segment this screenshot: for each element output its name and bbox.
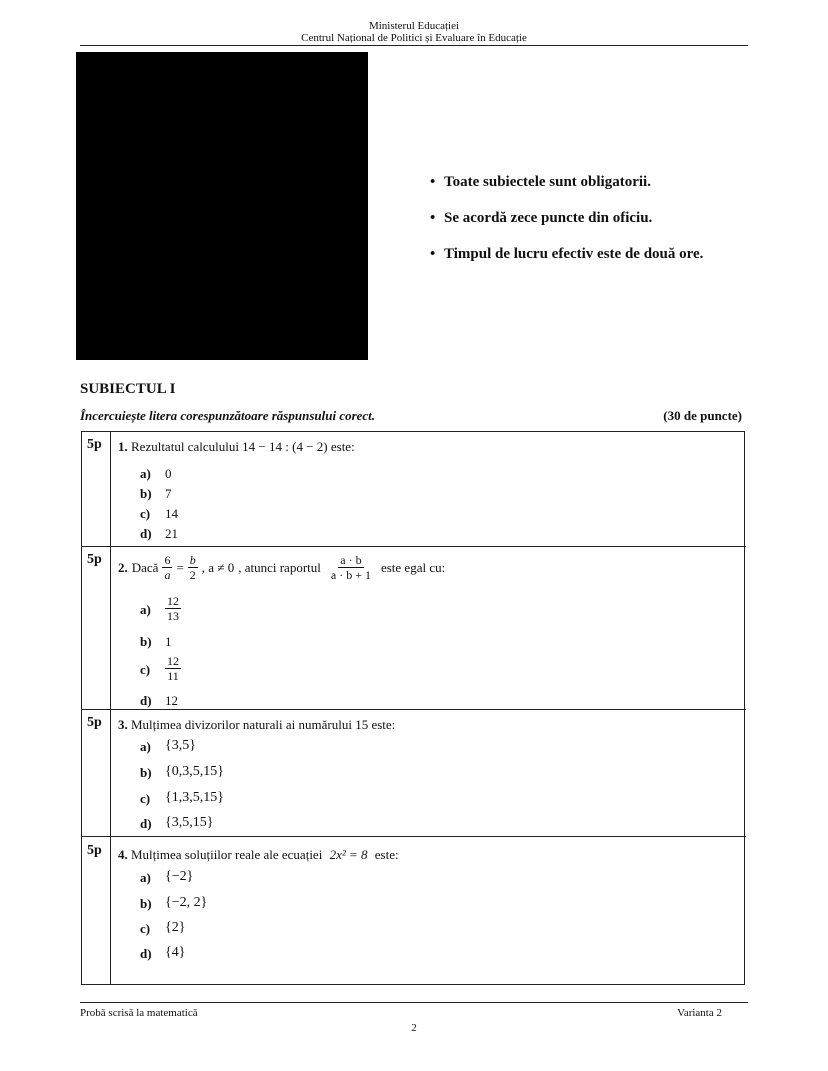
question-points: 5p <box>87 437 102 452</box>
option-value: {2} <box>165 920 186 935</box>
fraction: $\frac{a \cdot b}{a \cdot b + 1}$ <box>330 553 371 582</box>
option-value: {4} <box>165 945 186 960</box>
instruction-item: • Timpul de lucru efectiv este de două ore. <box>430 246 704 262</box>
subject-title: SUBIECTUL I <box>80 381 176 397</box>
option-label[interactable]: d) <box>140 946 152 961</box>
option-value: {−2, 2} <box>165 895 208 910</box>
header-center: Centrul Național de Politici și Evaluare în Educație <box>301 32 527 44</box>
option-label[interactable]: b) <box>140 896 152 911</box>
option-label[interactable]: a) <box>140 739 151 754</box>
header-rule <box>80 45 748 46</box>
option-value: 14 <box>165 506 178 521</box>
option-label[interactable]: d) <box>140 526 152 541</box>
bullet-icon: • <box>430 246 436 262</box>
question-text: 2. Dacă $\frac{6}{a}$ = $\frac{b}{2}$ , a ≠ 0 , atunci raportul $\frac{a \cdot b}{a \cdot b + 1}$ este egal cu: <box>118 553 446 582</box>
option-label[interactable]: b) <box>140 765 152 780</box>
option-value: {3,5} <box>165 738 196 753</box>
bullet-icon: • <box>430 210 436 226</box>
question-text: 1. Rezultatul calculului 14 − 14 : (4 − 2) este: <box>118 439 355 454</box>
option-value: {3,5,15} <box>165 815 214 830</box>
question-text: 4. Mulțimea soluțiilor reale ale ecuației 2x² = 8 este: <box>118 847 399 862</box>
fraction: $\frac{b}{2}$ <box>189 553 196 582</box>
instruction-item: • Se acordă zece puncte din oficiu. <box>430 210 653 226</box>
instruction-item: • Toate subiectele sunt obligatorii. <box>430 174 651 190</box>
fraction: $\frac{6}{a}$ <box>164 553 171 582</box>
option-value: $\frac{12}{13}$ <box>167 594 179 623</box>
page-number: 2 <box>411 1022 417 1034</box>
question-points: 5p <box>87 715 102 730</box>
option-value: {0,3,5,15} <box>165 764 224 779</box>
question-text: 3. Mulțimea divizorilor naturali ai numărului 15 este: <box>118 717 396 732</box>
option-value: {−2} <box>165 869 194 884</box>
option-value: {1,3,5,15} <box>165 790 224 805</box>
option-value: 1 <box>165 634 172 649</box>
question-points: 5p <box>87 843 102 858</box>
option-label[interactable]: b) <box>140 486 152 501</box>
option-label[interactable]: c) <box>140 662 151 677</box>
option-value: 0 <box>165 466 172 481</box>
option-label[interactable]: a) <box>140 466 151 481</box>
option-label[interactable]: c) <box>140 791 151 806</box>
option-value: 21 <box>165 526 178 541</box>
footer-rule <box>80 1002 748 1003</box>
bullet-icon: • <box>430 174 436 190</box>
option-label[interactable]: b) <box>140 634 152 649</box>
row-divider <box>81 546 746 547</box>
subject-points: (30 de puncte) <box>663 408 742 423</box>
question-points: 5p <box>87 552 102 567</box>
footer-right: Varianta 2 <box>677 1007 722 1019</box>
option-value: 7 <box>165 486 172 501</box>
redacted-block <box>76 52 368 360</box>
option-label[interactable]: d) <box>140 816 152 831</box>
option-label[interactable]: d) <box>140 693 152 708</box>
footer-left: Probă scrisă la matematică <box>80 1007 198 1019</box>
points-column-divider <box>110 431 111 985</box>
option-label[interactable]: a) <box>140 870 151 885</box>
option-label[interactable]: c) <box>140 506 151 521</box>
option-value: 12 <box>165 693 178 708</box>
option-value: $\frac{12}{11}$ <box>167 654 179 683</box>
option-label[interactable]: a) <box>140 602 151 617</box>
row-divider <box>81 836 746 837</box>
option-label[interactable]: c) <box>140 921 151 936</box>
subject-instruction: Încercuiește litera corespunzătoare răspunsului corect. <box>80 408 376 423</box>
row-divider <box>81 709 746 710</box>
header-ministry: Ministerul Educației <box>368 20 460 32</box>
